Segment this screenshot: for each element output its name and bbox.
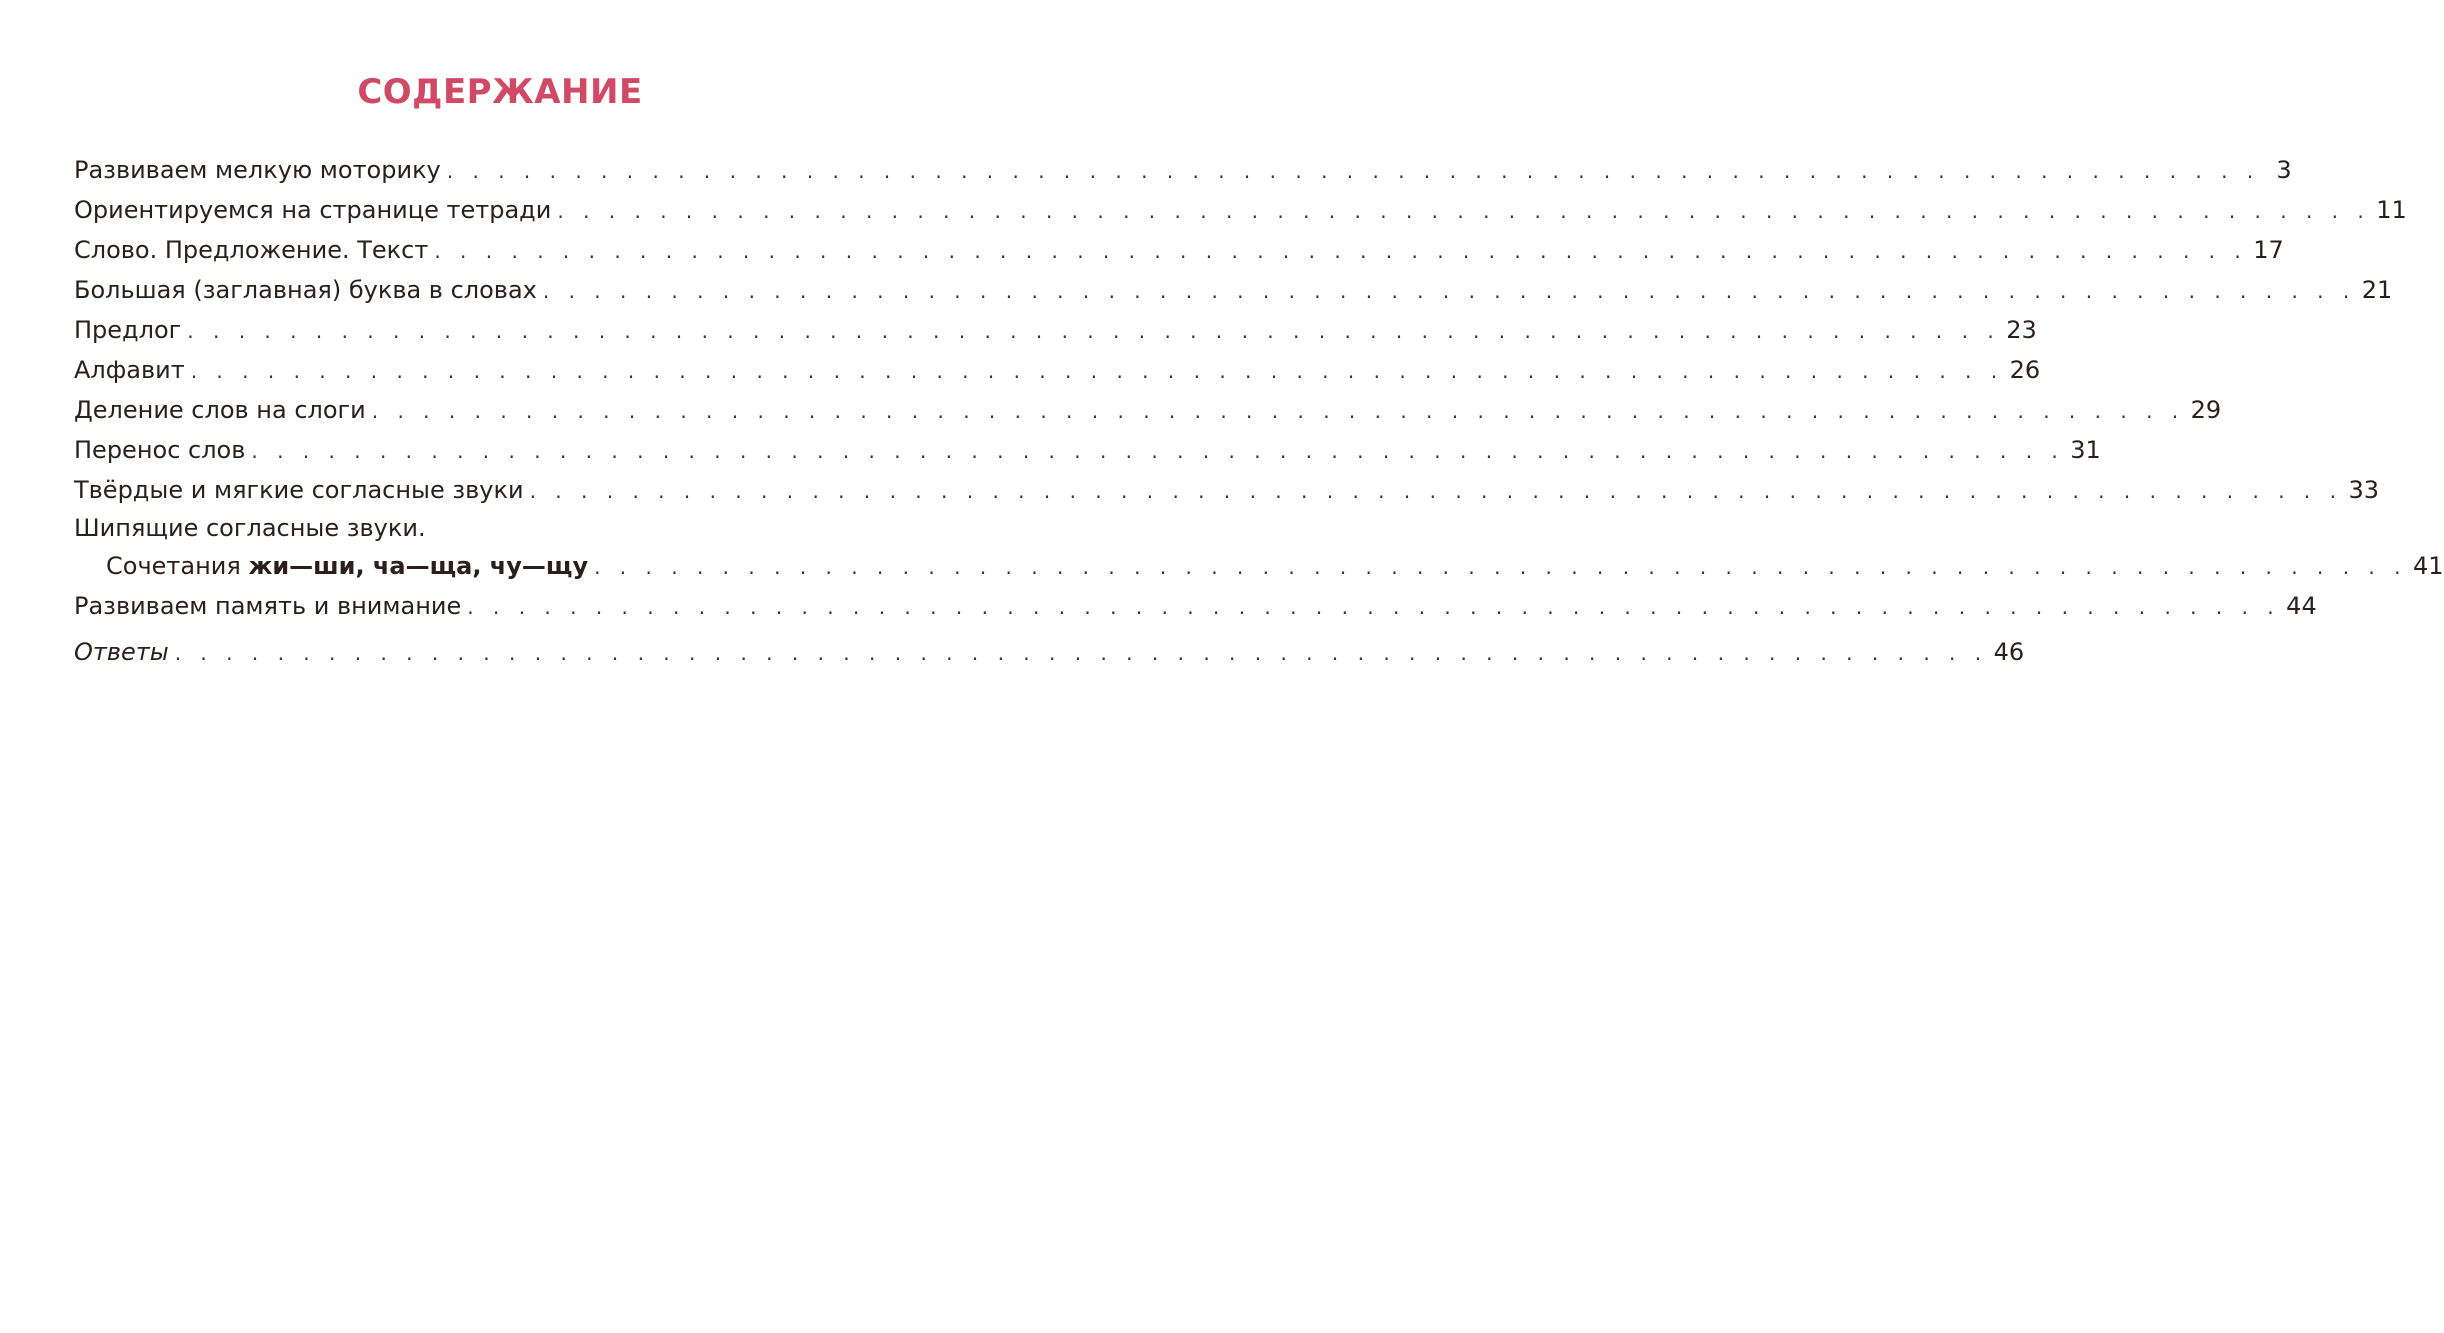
toc-entry[interactable] — [74, 150, 2292, 190]
toc-entry-label: Перенос слов — [74, 436, 246, 464]
page-title: СОДЕРЖАНИЕ — [357, 72, 643, 112]
dot-leader: . . . . . . . . . . . . . . . . . . . . . . . . . . . . . . . . . . . . . . . . . . . . . . . . . . . . . . . . . . . . . . . . . . . . . . . — [557, 199, 2371, 223]
dot-leader: . . . . . . . . . . . . . . . . . . . . . . . . . . . . . . . . . . . . . . . . . . . . . . . . . . . . . . . . . . . . . . . . . . . . . . . — [434, 239, 2248, 263]
toc-entry-page: 11 — [2376, 196, 2407, 224]
toc-entry-label: Ориентируемся на странице тетради — [74, 196, 552, 224]
toc-entry[interactable] — [74, 270, 2393, 310]
dot-leader: . . . . . . . . . . . . . . . . . . . . . . . . . . . . . . . . . . . . . . . . . . . . . . . . . . . . . . . . . . . . . . . . . . . . . . . — [542, 279, 2356, 303]
dot-leader: . . . . . . . . . . . . . . . . . . . . . . . . . . . . . . . . . . . . . . . . . . . . . . . . . . . . . . . . . . . . . . . . . . . . . . . — [529, 479, 2343, 503]
toc-entry-label: Предлог — [74, 316, 182, 344]
toc-entry-label: Ответы — [74, 638, 169, 666]
toc-entry[interactable] — [74, 190, 2407, 230]
dot-leader: . . . . . . . . . . . . . . . . . . . . . . . . . . . . . . . . . . . . . . . . . . . . . . . . . . . . . . . . . . . . . . . . . . . . . . . — [190, 359, 2004, 383]
toc-entry[interactable] — [74, 350, 2041, 390]
dot-leader: . . . . . . . . . . . . . . . . . . . . . . . . . . . . . . . . . . . . . . . . . . . . . . . . . . . . . . . . . . . . . . . . . . . . . . . — [446, 159, 2260, 183]
toc-entry-label: Развиваем мелкую моторику — [74, 156, 441, 184]
toc-entry-page: 29 — [2190, 396, 2222, 424]
toc-entry-label-bold: жи—ши, ча—ща, чу—щу — [248, 552, 589, 580]
toc-entry-label: Твёрдые и мягкие согласные звуки — [74, 476, 524, 504]
toc-entry-label: Алфавит — [74, 356, 185, 384]
toc-entry[interactable] — [74, 310, 2037, 350]
toc-entry-label-prefix: Сочетания — [106, 552, 249, 580]
toc-entry-page: 26 — [2009, 356, 2041, 384]
toc-entry-label: Шипящие согласные звуки. — [74, 514, 426, 542]
dot-leader: . . . . . . . . . . . . . . . . . . . . . . . . . . . . . . . . . . . . . . . . . . . . . . . . . . . . . . . . . . . . . . . . . . . . . . . — [594, 555, 2407, 579]
toc-entry-answers[interactable] — [74, 632, 2025, 672]
toc-entry-page: 3 — [2276, 156, 2292, 184]
toc-entry-page: 44 — [2286, 592, 2317, 620]
table-of-contents — [74, 150, 2444, 672]
toc-entry-multiline[interactable] — [74, 510, 2444, 586]
toc-entry-label: Слово. Предложение. Текст — [74, 236, 429, 264]
toc-entry-label-continuation — [106, 546, 588, 586]
dot-leader: . . . . . . . . . . . . . . . . . . . . . . . . . . . . . . . . . . . . . . . . . . . . . . . . . . . . . . . . . . . . . . . . . . . . . . . — [251, 439, 2065, 463]
toc-entry[interactable] — [74, 390, 2222, 430]
toc-entry-label: Развиваем память и внимание — [74, 592, 462, 620]
toc-entry-page: 21 — [2361, 276, 2393, 304]
toc-entry[interactable] — [74, 470, 2380, 510]
toc-entry-label: Деление слов на слоги — [74, 396, 366, 424]
toc-entry-continuation — [74, 546, 2444, 586]
toc-entry-page: 33 — [2348, 476, 2380, 504]
toc-entry[interactable] — [74, 430, 2101, 470]
dot-leader: . . . . . . . . . . . . . . . . . . . . . . . . . . . . . . . . . . . . . . . . . . . . . . . . . . . . . . . . . . . . . . . . . . . . . . . — [371, 399, 2185, 423]
dot-leader: . . . . . . . . . . . . . . . . . . . . . . . . . . . . . . . . . . . . . . . . . . . . . . . . . . . . . . . . . . . . . . . . . . . . . . . — [187, 319, 2001, 343]
toc-entry[interactable] — [74, 586, 2317, 626]
toc-entry-page: 46 — [1993, 638, 2025, 666]
toc-entry[interactable] — [74, 230, 2284, 270]
dot-leader: . . . . . . . . . . . . . . . . . . . . . . . . . . . . . . . . . . . . . . . . . . . . . . . . . . . . . . . . . . . . . . . . . . . . . . . — [174, 641, 1988, 665]
toc-entry-page: 23 — [2006, 316, 2037, 344]
dot-leader: . . . . . . . . . . . . . . . . . . . . . . . . . . . . . . . . . . . . . . . . . . . . . . . . . . . . . . . . . . . . . . . . . . . . . . . — [467, 595, 2281, 619]
toc-entry-page: 41 — [2413, 552, 2444, 580]
toc-entry-page: 17 — [2253, 236, 2284, 264]
toc-entry-page: 31 — [2070, 436, 2101, 464]
toc-entry-label: Большая (заглавная) буква в словах — [74, 276, 537, 304]
